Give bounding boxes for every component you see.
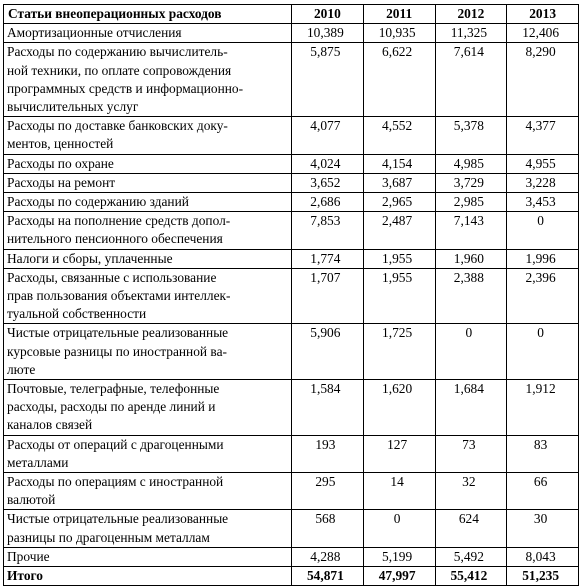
row-item-name	[4, 43, 292, 117]
row-item-name	[4, 249, 292, 268]
table-row	[4, 249, 579, 268]
row-value-2013: 66	[507, 473, 579, 510]
row-value-2012: 4,985	[435, 154, 507, 173]
total-value-2011: 47,997	[363, 567, 435, 586]
row-item-name	[4, 473, 292, 510]
table-row	[4, 43, 579, 117]
table-body	[4, 24, 579, 586]
row-value-2012: 73	[435, 435, 507, 472]
row-item-name	[4, 435, 292, 472]
row-item-name	[4, 380, 292, 436]
row-value-2013: 3,228	[507, 173, 579, 192]
row-value-2010: 10,389	[292, 24, 364, 43]
item-name-line: нительного пенсионного обеспечения	[7, 231, 223, 247]
table-header-row	[4, 5, 579, 24]
row-value-2012: 2,985	[435, 193, 507, 212]
row-value-2013: 4,377	[507, 117, 579, 154]
total-value-2013: 51,235	[507, 567, 579, 586]
row-value-2011: 0	[363, 510, 435, 547]
item-name-line: Расходы от операций с драгоценными	[7, 436, 224, 452]
table-row	[4, 24, 579, 43]
expenses-table-wrapper	[3, 4, 578, 586]
row-item-name	[4, 193, 292, 212]
row-value-2013: 4,955	[507, 154, 579, 173]
row-value-2010: 2,686	[292, 193, 364, 212]
row-item-name	[4, 547, 292, 566]
row-value-2012: 1,960	[435, 249, 507, 268]
row-value-2013: 0	[507, 324, 579, 380]
item-name-line: Расходы на ремонт	[7, 174, 116, 190]
item-name-line: Расходы по содержанию зданий	[7, 194, 189, 210]
row-value-2012: 2,388	[435, 268, 507, 324]
item-name-line: валютой	[7, 492, 56, 508]
row-value-2012: 0	[435, 324, 507, 380]
row-value-2012: 5,378	[435, 117, 507, 154]
row-value-2011: 3,687	[363, 173, 435, 192]
item-name-line: люте	[7, 361, 36, 377]
row-value-2013: 12,406	[507, 24, 579, 43]
item-name-line: Расходы по содержанию вычислитель-	[7, 44, 228, 60]
row-value-2013: 30	[507, 510, 579, 547]
row-value-2012: 5,492	[435, 547, 507, 566]
item-name-line: прав пользования объектами интеллек-	[7, 288, 231, 304]
table-row	[4, 380, 579, 436]
row-value-2012: 1,684	[435, 380, 507, 436]
row-value-2012: 7,143	[435, 212, 507, 249]
row-value-2010: 4,024	[292, 154, 364, 173]
row-value-2013: 2,396	[507, 268, 579, 324]
table-row	[4, 435, 579, 472]
row-value-2011: 10,935	[363, 24, 435, 43]
row-value-2013: 83	[507, 435, 579, 472]
row-value-2010: 4,077	[292, 117, 364, 154]
item-name-line: программных средств и информационно-	[7, 80, 244, 96]
row-value-2011: 127	[363, 435, 435, 472]
row-item-name	[4, 212, 292, 249]
table-row	[4, 324, 579, 380]
row-item-name	[4, 117, 292, 154]
table-row	[4, 473, 579, 510]
row-item-name	[4, 324, 292, 380]
expenses-table	[3, 4, 579, 586]
item-name-line: курсовые разницы по иностранной ва-	[7, 343, 227, 359]
row-value-2013: 3,453	[507, 193, 579, 212]
total-value-2012: 55,412	[435, 567, 507, 586]
row-value-2011: 2,487	[363, 212, 435, 249]
table-row	[4, 547, 579, 566]
row-item-name	[4, 24, 292, 43]
row-value-2012: 32	[435, 473, 507, 510]
row-item-name	[4, 268, 292, 324]
row-value-2010: 5,906	[292, 324, 364, 380]
header-year-2011: 2011	[363, 5, 435, 24]
row-item-name	[4, 173, 292, 192]
row-value-2012: 624	[435, 510, 507, 547]
row-value-2010: 1,774	[292, 249, 364, 268]
item-name-line: Прочие	[7, 548, 50, 564]
row-value-2011: 4,552	[363, 117, 435, 154]
item-name-line: вычислительных услуг	[7, 99, 139, 115]
row-value-2011: 1,955	[363, 268, 435, 324]
table-row	[4, 154, 579, 173]
row-value-2011: 4,154	[363, 154, 435, 173]
table-row	[4, 268, 579, 324]
item-name-line: Расходы по доставке банковских доку-	[7, 118, 228, 134]
row-value-2010: 1,707	[292, 268, 364, 324]
row-item-name	[4, 510, 292, 547]
row-value-2011: 1,620	[363, 380, 435, 436]
row-value-2010: 193	[292, 435, 364, 472]
header-year-2010: 2010	[292, 5, 364, 24]
row-value-2010: 568	[292, 510, 364, 547]
item-name-line: Расходы по операциям с иностранной	[7, 474, 224, 490]
item-name-line: Почтовые, телеграфные, телефонные	[7, 381, 220, 397]
header-item-name: Статьи внеоперационных расходов	[4, 5, 292, 24]
row-value-2011: 1,725	[363, 324, 435, 380]
table-row	[4, 173, 579, 192]
total-value-2010: 54,871	[292, 567, 364, 586]
item-name-line: Амортизационные отчисления	[7, 25, 182, 41]
item-name-line: каналов связей	[7, 417, 93, 433]
row-value-2010: 5,875	[292, 43, 364, 117]
row-value-2010: 3,652	[292, 173, 364, 192]
row-item-name	[4, 154, 292, 173]
item-name-line: Расходы на пополнение средств допол-	[7, 213, 231, 229]
row-value-2013: 8,043	[507, 547, 579, 566]
row-value-2011: 2,965	[363, 193, 435, 212]
row-value-2011: 1,955	[363, 249, 435, 268]
item-name-line: металлами	[7, 454, 69, 470]
row-value-2011: 14	[363, 473, 435, 510]
item-name-line: ной техники, по оплате сопровождения	[7, 62, 232, 78]
table-total-row	[4, 567, 579, 586]
row-value-2013: 0	[507, 212, 579, 249]
total-label: Итого	[4, 567, 292, 586]
table-row	[4, 510, 579, 547]
table-row	[4, 193, 579, 212]
header-year-2013: 2013	[507, 5, 579, 24]
item-name-line: Чистые отрицательные реализованные	[7, 325, 229, 341]
item-name-line: разницы по драгоценным металлам	[7, 529, 210, 545]
row-value-2010: 1,584	[292, 380, 364, 436]
table-row	[4, 212, 579, 249]
header-year-2012: 2012	[435, 5, 507, 24]
row-value-2013: 8,290	[507, 43, 579, 117]
item-name-line: расходы, расходы по аренде линий и	[7, 399, 216, 415]
row-value-2013: 1,996	[507, 249, 579, 268]
row-value-2011: 5,199	[363, 547, 435, 566]
item-name-line: Расходы, связанные с использование	[7, 269, 217, 285]
row-value-2013: 1,912	[507, 380, 579, 436]
item-name-line: ментов, ценностей	[7, 136, 114, 152]
item-name-line: Налоги и сборы, уплаченные	[7, 250, 173, 266]
item-name-line: туальной собственности	[7, 306, 147, 322]
row-value-2011: 6,622	[363, 43, 435, 117]
table-row	[4, 117, 579, 154]
item-name-line: Расходы по охране	[7, 155, 114, 171]
item-name-line: Чистые отрицательные реализованные	[7, 511, 229, 527]
row-value-2012: 11,325	[435, 24, 507, 43]
row-value-2012: 3,729	[435, 173, 507, 192]
row-value-2010: 7,853	[292, 212, 364, 249]
row-value-2010: 4,288	[292, 547, 364, 566]
row-value-2012: 7,614	[435, 43, 507, 117]
row-value-2010: 295	[292, 473, 364, 510]
